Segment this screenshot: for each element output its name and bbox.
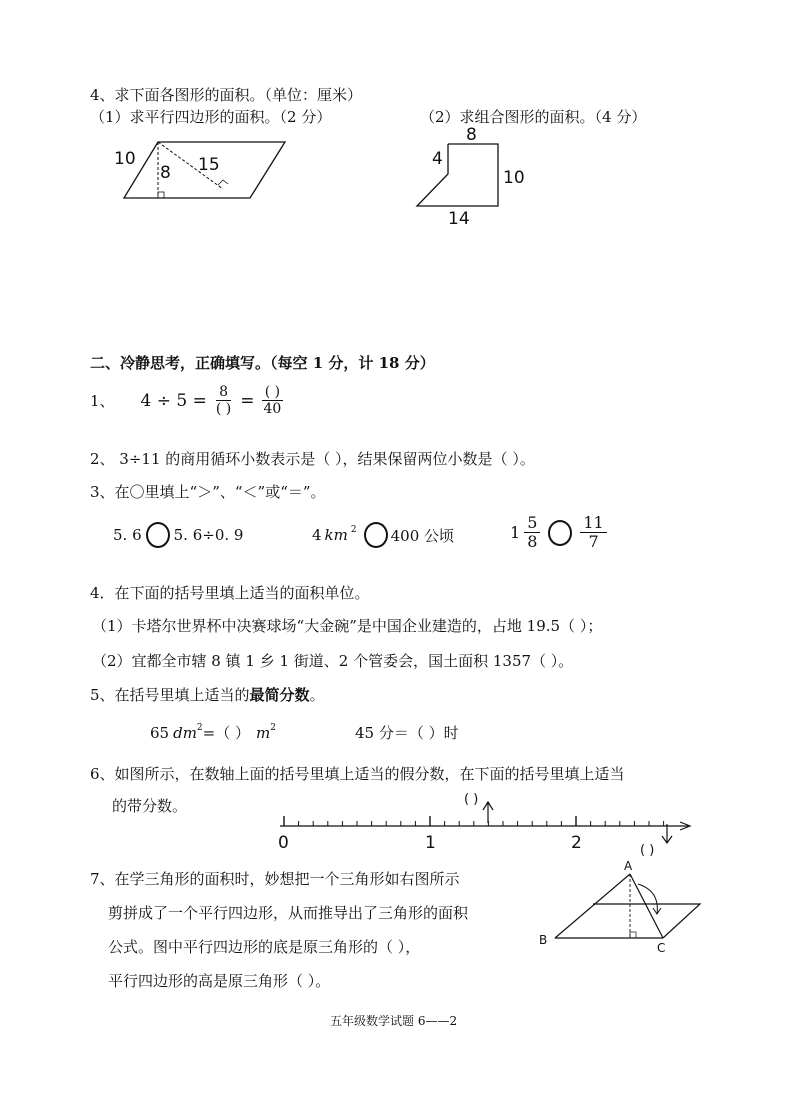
vertex-a-label: A [624,859,633,873]
para-height-label: 8 [160,163,171,183]
s2-q4-line2: （2）宜都全市辖 8 镇 1 乡 1 街道、2 个管委会，国土面积 1357（ ）。 [92,652,574,670]
s2-q3-c-den: 8 [527,532,538,552]
s2-q4-title: 4．在下面的括号里填上适当的面积单位。 [90,584,370,602]
s2-q5-title-post: 。 [309,686,325,704]
s2-q1-eq: = [240,390,255,411]
s2-q5-item-a [150,722,276,743]
para-other-height-label: 15 [198,155,220,175]
s2-q3-item-c [510,514,607,552]
number-line [270,786,710,860]
s2-q5-a-unit: dm [173,723,197,742]
s2-q7-line2: 剪拼成了一个平行四边形，从而推导出了三角形的面积 [108,904,469,922]
vertex-c-label: C [657,941,666,955]
compare-circle-c[interactable] [548,520,572,546]
s2-q7-line4: 平行四边形的高是原三角形（ ）。 [108,972,331,990]
s2-q1-f2-num: ( ) [262,384,283,401]
s2-q1-fraction2 [261,384,285,417]
s2-q5-a-sup2: 2 [270,722,276,733]
s2-q3-c-fraction-right [580,514,606,552]
s2-q3-a-left: 5. 6 [113,526,142,544]
page-footer: 五年级数学试题 6——2 [330,1014,458,1028]
s2-q3-c-whole: 1 [510,523,521,543]
s2-q1-expr: 4 ÷ 5 = [140,390,207,411]
s2-q3-c-num: 5 [524,514,540,533]
q4-part2-label: （2）求组合图形的面积。（4 分） [420,108,647,126]
para-side-label: 10 [114,149,136,169]
s2-q1-fraction1 [213,384,234,417]
s2-q5-a-mid: =（ ） [202,724,250,742]
comp-bottom-label: 14 [448,209,470,229]
lower-answer-bracket[interactable]: ( ) [640,843,655,858]
comp-right-label: 10 [503,168,525,188]
s2-q3-b-num: 4 [312,526,322,544]
s2-q1-num: 1、 [90,392,115,411]
vertex-b-label: B [539,933,548,947]
composite-figure [410,122,540,230]
s2-q3-b-sup: 2 [350,525,357,535]
s2-q3-title: 3、在〇里填上“＞”、“＜”或“＝”。 [90,483,326,501]
s2-q1-f2-den: 40 [263,401,282,418]
tick-label-0: 0 [278,833,289,853]
s2-q3-b-right: 400 公顷 [390,526,455,545]
s2-q1-f1-num: 8 [216,384,231,401]
s2-q5-title-bold: 最简分数 [249,686,310,704]
section2-heading: 二、冷静思考，正确填写。（每空 1 分，计 18 分） [90,354,435,372]
s2-q6-line2: 的带分数。 [112,797,188,815]
compare-circle-b[interactable] [364,522,388,548]
s2-q1 [90,384,284,417]
parallelogram-figure [110,130,290,205]
s2-q5-title [90,684,325,705]
q4-part1-label: （1）求平行四边形的面积。（2 分） [90,108,332,126]
s2-q5-title-pre: 5、在括号里填上适当的 [90,686,250,704]
comp-top-label: 8 [466,125,477,145]
tick-label-1: 1 [425,833,436,853]
s2-q5-a-unit2: m [256,723,271,742]
s2-q6-line1: 6、如图所示，在数轴上面的括号里填上适当的假分数，在下面的括号里填上适当 [90,765,625,783]
s2-q7-line3: 公式。图中平行四边形的底是原三角形的（ ）， [108,938,421,956]
q4-title: 4、求下面各图形的面积。（单位：厘米） [90,86,363,104]
s2-q3-a-right: 5. 6÷0. 9 [173,526,244,544]
s2-q7-line1: 7、在学三角形的面积时，妙想把一个三角形如右图所示 [90,870,460,888]
s2-q3-item-a [113,522,243,548]
s2-q5-a-num: 65 [150,723,170,742]
s2-q3-c-r-den: 7 [588,532,599,552]
s2-q3-b-unit: km [324,526,348,544]
s2-q5-a-sup: 2 [196,722,203,733]
triangle-cut-figure [535,856,715,956]
s2-q3-c-fraction-left [524,514,540,552]
s2-q2: 2、 3÷11 的商用循环小数表示是（ ），结果保留两位小数是（ ）。 [90,450,535,468]
comp-left-label: 4 [432,149,443,169]
s2-q4-line1: （1）卡塔尔世界杯中决赛球场“大金碗”是中国企业建造的，占地 19.5（ ）； [92,617,603,635]
upper-answer-bracket[interactable]: ( ) [464,792,479,807]
s2-q1-f1-den: ( ) [215,401,232,418]
compare-circle-a[interactable] [146,522,170,548]
tick-label-2: 2 [571,833,582,853]
s2-q5-item-b: 45 分＝（ ）时 [355,724,459,742]
s2-q3-c-r-num: 11 [580,514,606,533]
s2-q3-item-b [312,522,454,548]
